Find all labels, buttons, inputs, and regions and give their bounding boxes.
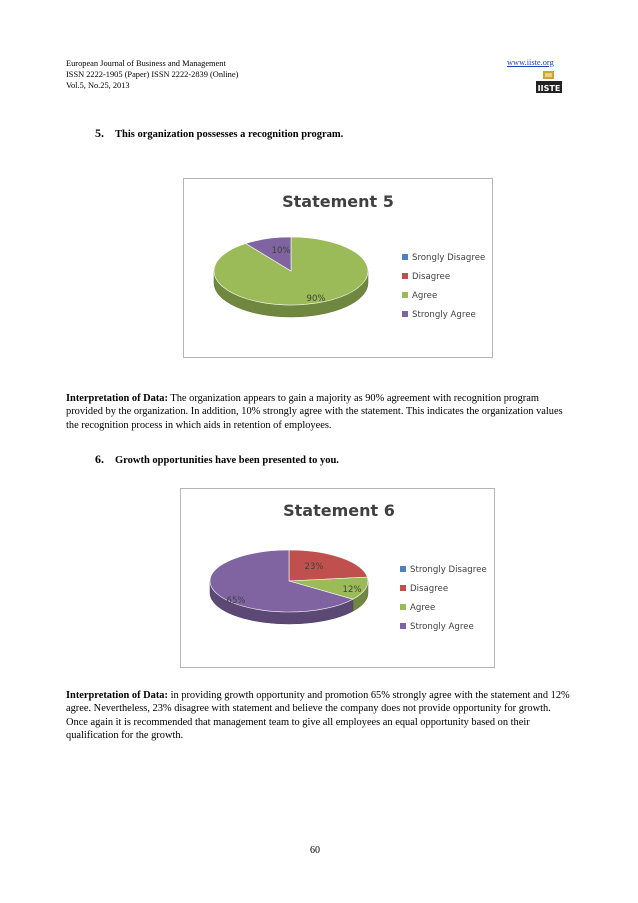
section-heading-text: This organization possesses a recognition program.: [115, 129, 344, 140]
journal-volume: Vol.5, No.25, 2013: [66, 81, 130, 90]
interpretation-text: in providing growth opportunity and promotion 65% strongly agree with the statement and 12% agree. Nevertheless, 23% disagree with statement and believe the company does not provide opportunity for growth. Once again it is recommended that management team to give all employees an equal opportunity based on their qualification for the growth.: [66, 690, 570, 742]
legend-entry: Disagree: [410, 584, 449, 594]
legend-swatch-agree: [402, 292, 408, 298]
interpretation-label: Interpretation of Data:: [66, 393, 168, 404]
legend-swatch-disagree: [400, 585, 406, 591]
chart-title: Statement 5: [282, 192, 394, 211]
section-heading-text: Growth opportunities have been presented to you.: [115, 455, 339, 466]
legend-entry: Strongly Agree: [410, 622, 474, 632]
section-heading-5: [95, 126, 343, 141]
page-number: 60: [310, 845, 320, 856]
legend-swatch-strongly-agree: [400, 623, 406, 629]
journal-url-link[interactable]: www.iiste.org: [507, 58, 554, 67]
legend-entry: Agree: [410, 603, 436, 613]
chart-canvas: [184, 179, 492, 357]
logo-text: IISTE: [537, 84, 561, 93]
legend-swatch-agree: [400, 604, 406, 610]
legend-entry: Srongly Disagree: [412, 253, 486, 263]
pie-slice-disagree: [289, 550, 367, 581]
interpretation-paragraph-6: [66, 689, 571, 743]
legend-entry: Strongly Agree: [412, 310, 476, 320]
interpretation-text: The organization appears to gain a majority as 90% agreement with recognition program provided by the organization. In addition, 10% strongly agree with the statement. This indicates the organization values the recognition process in which aids in retention of employees.: [66, 393, 563, 431]
section-number: 6.: [95, 452, 104, 466]
pie-chart-statement-6: [180, 488, 495, 668]
iiste-logo-icon: [536, 70, 562, 94]
data-label: 10%: [271, 246, 291, 256]
journal-issn: ISSN 2222-1905 (Paper) ISSN 2222-2839 (Online): [66, 70, 239, 79]
legend-swatch-strongly-agree: [402, 311, 408, 317]
data-label: 65%: [226, 596, 246, 606]
pie-chart-statement-5: [183, 178, 493, 358]
interpretation-label: Interpretation of Data:: [66, 690, 168, 701]
data-label: 90%: [306, 294, 326, 304]
section-heading-6: [95, 452, 339, 467]
legend-swatch-srongly-disagree: [402, 254, 408, 260]
legend-swatch-disagree: [402, 273, 408, 279]
data-label: 12%: [342, 585, 362, 595]
legend-entry: Disagree: [412, 272, 451, 282]
journal-name: European Journal of Business and Management: [66, 59, 226, 68]
legend-entry: Agree: [412, 291, 438, 301]
legend-entry: Strongly Disagree: [410, 565, 487, 575]
interpretation-paragraph-5: [66, 392, 571, 432]
journal-header: [66, 58, 238, 91]
chart-title: Statement 6: [283, 501, 395, 520]
chart-canvas: [181, 489, 494, 667]
section-number: 5.: [95, 126, 104, 140]
legend-swatch-strongly-disagree: [400, 566, 406, 572]
data-label: 23%: [304, 562, 324, 572]
